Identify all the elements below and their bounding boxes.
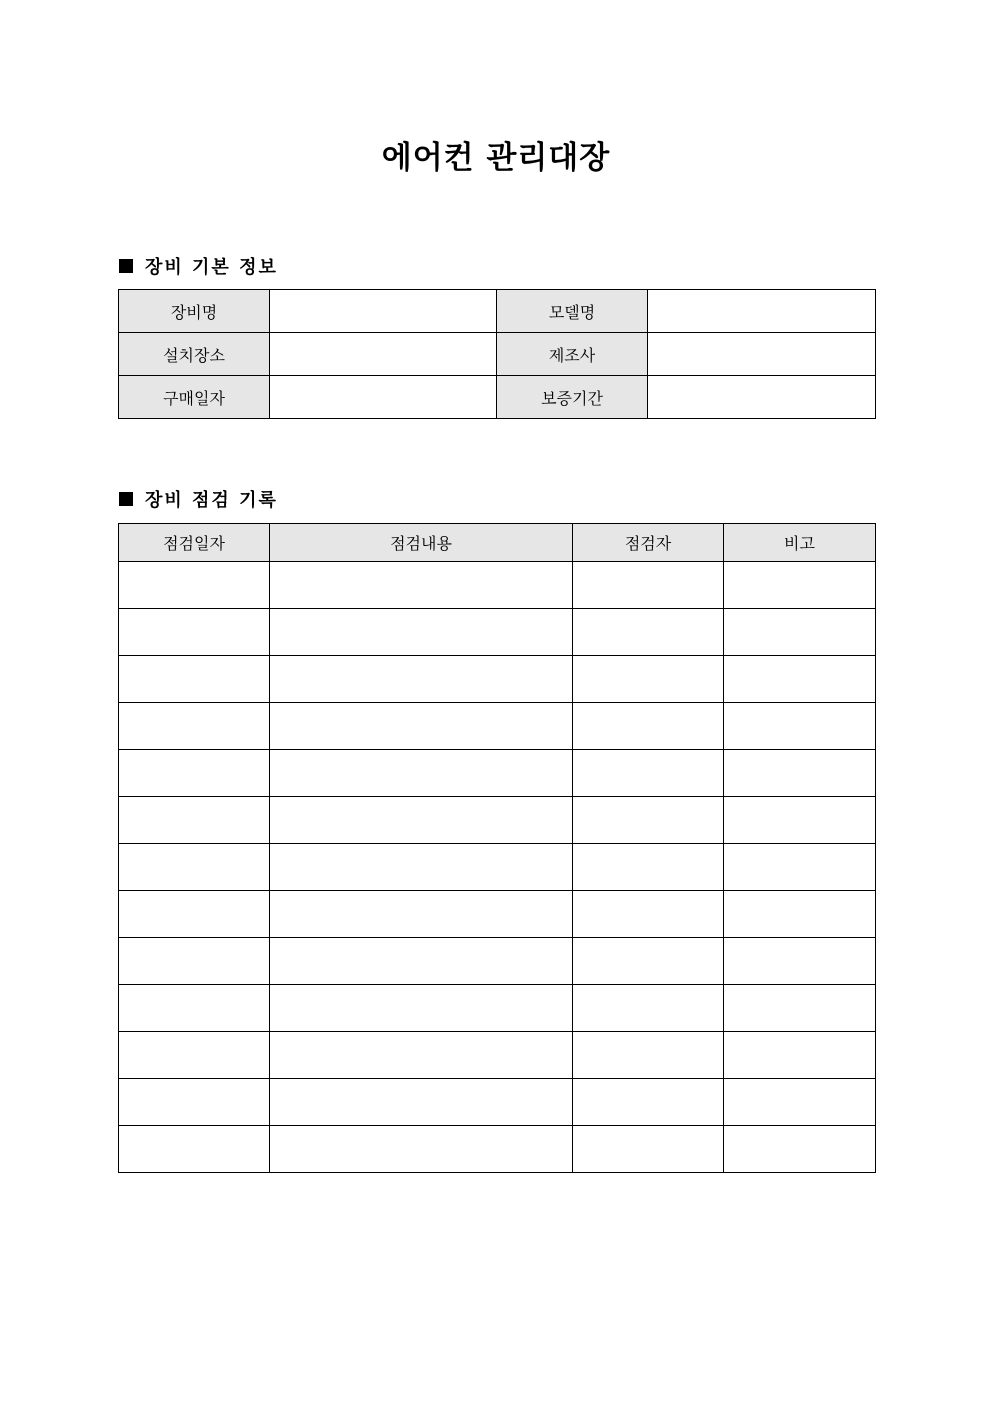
table-row (119, 844, 876, 891)
section-heading-basic-info (119, 253, 278, 279)
record-cell[interactable] (119, 1126, 270, 1173)
record-cell[interactable] (573, 797, 724, 844)
field-label: 보증기간 (497, 376, 648, 419)
record-cell[interactable] (270, 1032, 573, 1079)
record-cell[interactable] (573, 609, 724, 656)
field-value-cell[interactable] (648, 376, 876, 419)
section-heading-inspection-record (119, 486, 278, 512)
column-header: 점검내용 (270, 524, 573, 562)
table-row (119, 1032, 876, 1079)
record-cell[interactable] (724, 844, 876, 891)
record-cell[interactable] (119, 750, 270, 797)
info-row (119, 376, 876, 419)
record-cell[interactable] (119, 985, 270, 1032)
table-header-row (119, 524, 876, 562)
table-row (119, 891, 876, 938)
field-label: 장비명 (119, 290, 270, 333)
record-cell[interactable] (270, 562, 573, 609)
record-cell[interactable] (119, 891, 270, 938)
record-cell[interactable] (573, 656, 724, 703)
column-header: 점검자 (573, 524, 724, 562)
record-cell[interactable] (270, 938, 573, 985)
table-row (119, 562, 876, 609)
record-cell[interactable] (270, 703, 573, 750)
record-cell[interactable] (724, 562, 876, 609)
table-row (119, 938, 876, 985)
field-label: 설치장소 (119, 333, 270, 376)
record-cell[interactable] (573, 750, 724, 797)
record-cell[interactable] (573, 1032, 724, 1079)
field-value-cell[interactable] (270, 290, 497, 333)
record-cell[interactable] (270, 609, 573, 656)
record-cell[interactable] (573, 985, 724, 1032)
basic-info-table (118, 289, 876, 419)
column-header: 비고 (724, 524, 876, 562)
field-value-cell[interactable] (648, 333, 876, 376)
record-cell[interactable] (270, 750, 573, 797)
record-cell[interactable] (724, 938, 876, 985)
table-row (119, 1079, 876, 1126)
table-row (119, 985, 876, 1032)
info-row (119, 290, 876, 333)
record-cell[interactable] (724, 891, 876, 938)
record-cell[interactable] (573, 562, 724, 609)
record-cell[interactable] (573, 891, 724, 938)
field-value-cell[interactable] (270, 333, 497, 376)
inspection-record-table (118, 523, 876, 1173)
field-value-cell[interactable] (270, 376, 497, 419)
record-cell[interactable] (724, 985, 876, 1032)
record-cell[interactable] (270, 985, 573, 1032)
record-cell[interactable] (724, 1032, 876, 1079)
record-cell[interactable] (724, 703, 876, 750)
table-row (119, 797, 876, 844)
field-value-cell[interactable] (648, 290, 876, 333)
record-cell[interactable] (119, 938, 270, 985)
record-cell[interactable] (724, 750, 876, 797)
table-row (119, 609, 876, 656)
record-cell[interactable] (724, 656, 876, 703)
record-cell[interactable] (119, 1032, 270, 1079)
record-cell[interactable] (119, 1079, 270, 1126)
record-cell[interactable] (573, 703, 724, 750)
column-header: 점검일자 (119, 524, 270, 562)
record-cell[interactable] (119, 844, 270, 891)
record-cell[interactable] (724, 1079, 876, 1126)
square-bullet-icon (119, 492, 133, 506)
field-label: 모델명 (497, 290, 648, 333)
record-cell[interactable] (573, 1079, 724, 1126)
record-cell[interactable] (573, 1126, 724, 1173)
section-heading-text: 장비 기본 정보 (145, 257, 278, 278)
record-cell[interactable] (119, 609, 270, 656)
table-row (119, 656, 876, 703)
record-cell[interactable] (724, 609, 876, 656)
record-cell[interactable] (119, 797, 270, 844)
record-cell[interactable] (270, 656, 573, 703)
record-cell[interactable] (270, 797, 573, 844)
table-row (119, 750, 876, 797)
record-cell[interactable] (119, 562, 270, 609)
field-label: 구매일자 (119, 376, 270, 419)
square-bullet-icon (119, 259, 133, 273)
section-heading-text: 장비 점검 기록 (145, 490, 278, 511)
record-cell[interactable] (270, 891, 573, 938)
info-row (119, 333, 876, 376)
record-cell[interactable] (270, 1126, 573, 1173)
table-row (119, 703, 876, 750)
record-cell[interactable] (270, 1079, 573, 1126)
record-cell[interactable] (573, 844, 724, 891)
page-title: 에어컨 관리대장 (381, 140, 611, 176)
record-cell[interactable] (119, 656, 270, 703)
record-cell[interactable] (724, 797, 876, 844)
record-cell[interactable] (724, 1126, 876, 1173)
record-cell[interactable] (270, 844, 573, 891)
table-row (119, 1126, 876, 1173)
field-label: 제조사 (497, 333, 648, 376)
record-cell[interactable] (119, 703, 270, 750)
record-cell[interactable] (573, 938, 724, 985)
